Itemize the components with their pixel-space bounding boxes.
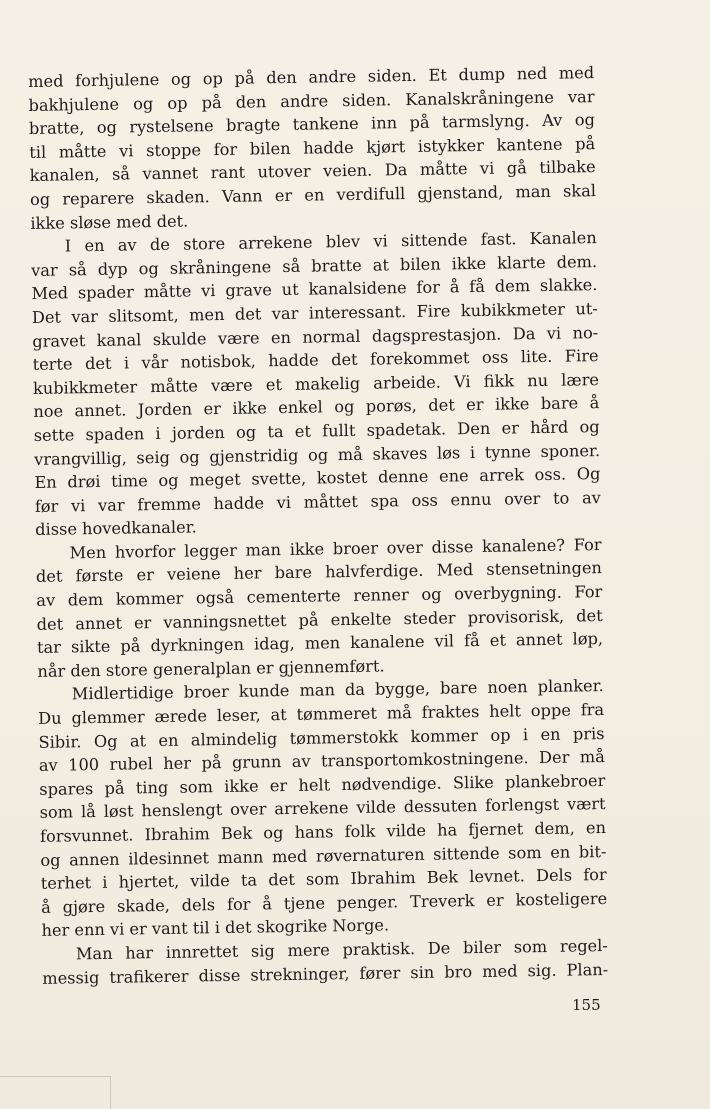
text-line: når den store generalplan er gjennemført. <box>37 656 385 681</box>
text-line: Man har innrettet sig mere praktisk. De biler som regel- <box>75 935 608 964</box>
text-line: Men hvorfor legger man ikke broer over disse kanalene? For <box>69 534 602 563</box>
text-line: var så dyp og skråningene så bratte at bilen ikke klarte dem. <box>30 251 598 280</box>
text-line: av dem kommer også cementerte renner og overbygning. For <box>36 582 603 610</box>
text-line: Du glemmer ærede leser, at tømmeret må fraktes helt oppe fra <box>38 700 605 728</box>
text-line: kanalen, så vannet rant utover veien. Da måtte vi gå tilbake <box>29 157 596 186</box>
page-number: 155 <box>572 996 601 1014</box>
text-line: bakhjulene og op på den andre siden. Kanalskråningene var <box>28 86 595 115</box>
text-line: Det var slitsomt, men det var interessant. Fire kubikkmeter ut- <box>31 299 598 327</box>
text-line: spares på ting som ikke er helt nødvendige. Slike plankebroer <box>39 770 606 799</box>
text-line: med forhjulene og op på den andre siden. Et dump ned med <box>28 63 595 91</box>
text-line: Med spader måtte vi grave ut kanalsidene for å få dem slakke. <box>31 275 598 304</box>
scan-corner-border <box>0 1076 111 1109</box>
text-line: Sibir. Og at en almindelig tømmerstokk kommer op i en pris <box>38 723 605 752</box>
text-line: her enn vi er vant til i det skogrike Norge. <box>41 915 390 941</box>
text-line: sette spaden i jorden og ta et fullt spadetak. Den er hård og <box>33 416 600 445</box>
text-line: forsvunnet. Ibrahim Bek og hans folk vilde ha fjernet dem, en <box>39 818 607 846</box>
text-line: terte det i vår notisbok, hadde det forekommet oss lite. Fire <box>32 346 599 375</box>
text-line: gravet kanal skulde være en normal dagsprestasjon. Da vi no- <box>32 322 599 351</box>
text-line: før vi var fremme hadde vi måttet spa oss ennu over to av <box>34 487 601 516</box>
text-line: messig trafikerer disse strekninger, fører sin bro med sig. Plan- <box>42 959 609 988</box>
text-line: og annen ildesinnet mann med røvernaturen sittende som en bit- <box>40 841 607 870</box>
text-line: av 100 rubel her på grunn av transportomkostningene. Der må <box>38 747 606 776</box>
text-line: det første er veiene her bare halvferdige. Med stensetningen <box>35 558 603 587</box>
text-line: og reparere skaden. Vann er en verdifull gjenstand, man skal <box>29 181 597 209</box>
text-line: bratte, og rystelsene bragte tankene inn på tarmslyng. Av og <box>28 110 596 139</box>
text-line: noe annet. Jorden er ikke enkel og porøs, det er ikke bare å <box>33 393 600 422</box>
text-line: til måtte vi stoppe for bilen hadde kjørt istykker kantene på <box>29 133 596 162</box>
text-line: En drøi time og meget svette, kostet denne ene arrek oss. Og <box>34 464 601 493</box>
text-line: disse hovedkanaler. <box>35 517 197 540</box>
text-line: vrangvillig, seig og gjenstridig og må skaves løs i tynne sponer. <box>33 440 601 469</box>
body-text <box>28 61 608 990</box>
text-line: det annet er vanningsnettet på enkelte steder provisorisk, det <box>36 605 603 634</box>
text-line: I en av de store arrekene blev vi sittende fast. Kanalen <box>64 228 597 256</box>
text-line: Midlertidige broer kunde man da bygge, bare noen planker. <box>71 676 604 704</box>
text-line: som lå løst henslengt over arrekene vilde dessuten forlengst vært <box>39 794 606 823</box>
text-line: tar sikte på dyrkningen idag, men kanalene vil få et annet løp, <box>36 629 604 658</box>
text-line: terhet i hjertet, vilde ta det som Ibrahim Bek levnet. Dels for <box>40 865 607 894</box>
text-line: å gjøre skade, dels for å tjene penger. Treverk er kosteligere <box>41 888 608 917</box>
text-line: kubikkmeter måtte være et makelig arbeide. Vi fikk nu lære <box>32 369 600 398</box>
text-line: ikke sløse med det. <box>30 211 189 233</box>
